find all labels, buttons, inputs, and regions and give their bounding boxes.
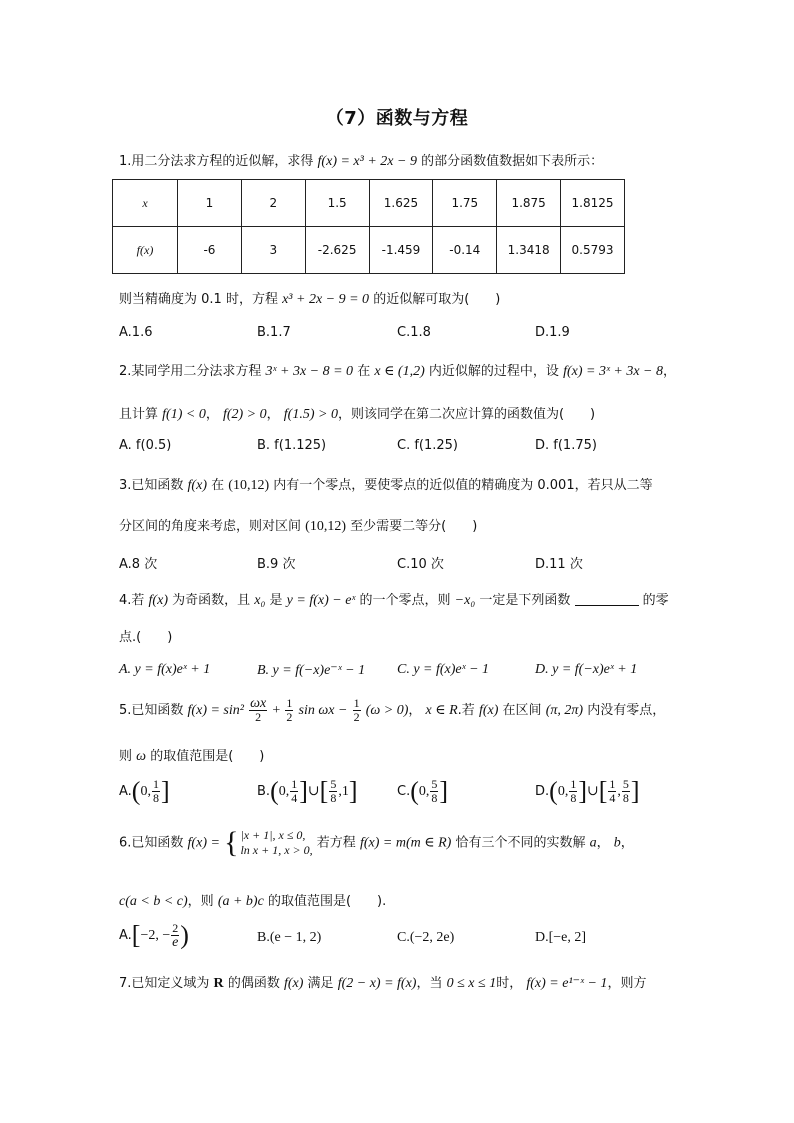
table-row (113, 227, 625, 274)
question-2-stem-cont: 且计算 f(1) < 0， f(2) > 0， f(1.5) > 0，则该同学在第二次应计算的函数值为( ) (119, 407, 596, 422)
option-a[interactable]: A.8 次 (119, 557, 158, 572)
fraction: $\frac{1}{2}$ (353, 696, 360, 724)
option-a[interactable]: A.(0, $\frac{1}{8}$ ] (119, 776, 170, 806)
answer-blank[interactable] (575, 593, 639, 606)
question-1-ask: 则当精确度为 0.1 时，方程 x³ + 2x − 9 = 0 的近似解可取为( ) (119, 292, 501, 307)
option-a[interactable]: A. f(0.5) (119, 438, 172, 453)
table-cell: 1.875 (497, 180, 561, 227)
table-cell: 0.5793 (561, 227, 625, 274)
option-c[interactable]: C. f(1.25) (397, 438, 459, 453)
option-d[interactable]: D.11 次 (535, 557, 583, 572)
question-3-stem-cont: 分区间的角度来考虑，则对区间 (10,12) 至少需要二等分( ) (119, 519, 478, 534)
option-d[interactable]: D. y = f(−x)eˣ + 1 (535, 662, 638, 677)
table-cell: -2.625 (305, 227, 369, 274)
table-row (113, 180, 625, 227)
question-7-stem: 7.已知定义域为 R 的偶函数 f(x) 满足 f(2 − x) = f(x)，当 0 ≤ x ≤ 1时， f(x) = e¹⁻ˣ − 1，则方 (119, 976, 647, 991)
option-d[interactable]: D.1.9 (535, 325, 570, 340)
question-1-stem: 1.用二分法求方程的近似解，求得 f(x) = x³ + 2x − 9 的部分函数值数据如下表所示： (119, 154, 604, 169)
option-b[interactable]: B.(e − 1, 2) (257, 930, 322, 945)
question-1-options (119, 325, 679, 347)
fraction: $\frac{\omega x}{2}$ (250, 696, 267, 724)
fraction: $\frac{1}{2}$ (286, 696, 293, 724)
option-a[interactable]: A.1.6 (119, 325, 153, 340)
question-3-stem: 3.已知函数 f(x) 在 (10,12) 内有一个零点，要使零点的近似值的精确度为 0.001，若只从二等 (119, 478, 653, 493)
option-a[interactable]: A. y = f(x)eˣ + 1 (119, 662, 211, 677)
question-5-options (119, 778, 679, 814)
question-5-stem-cont: 则 ω 的取值范围是( ) (119, 749, 265, 764)
table-cell: 2 (241, 180, 305, 227)
option-b[interactable]: B. y = f(−x)e⁻ˣ − 1 (257, 663, 366, 678)
question-6-options (119, 922, 679, 958)
question-2-stem: 2.某同学用二分法求方程 3ˣ + 3x − 8 = 0 在 x ∈ (1,2) 内近似解的过程中，设 f(x) = 3ˣ + 3x − 8， (119, 364, 677, 379)
option-b[interactable]: B.1.7 (257, 325, 291, 340)
page-title: （7）函数与方程 (325, 108, 469, 129)
value-table (112, 179, 625, 274)
question-6-stem-cont: c(a < b < c)，则 (a + b)c 的取值范围是( ). (119, 894, 387, 909)
option-c[interactable]: C.10 次 (397, 557, 444, 572)
table-cell: -0.14 (433, 227, 497, 274)
option-a[interactable]: A.[−2, − $\frac{2}{e}$ ) (119, 920, 189, 950)
table-cell: 1.625 (369, 180, 433, 227)
table-header-cell: f(x) (113, 227, 178, 274)
option-c[interactable]: C.(0, $\frac{5}{8}$ ] (397, 776, 449, 806)
table-header-cell: x (113, 180, 178, 227)
table-cell: 1.8125 (561, 180, 625, 227)
option-c[interactable]: C. y = f(x)eˣ − 1 (397, 662, 490, 677)
question-4-options (119, 662, 679, 684)
question-4-stem: 4.若 f(x) 为奇函数，且 x₀ 是 y = f(x) − eˣ 的一个零点，则 −x₀ 一定是下列函数 的零 (119, 593, 669, 608)
table-cell: 1.5 (305, 180, 369, 227)
question-4-stem-cont: 点.( ) (119, 630, 173, 645)
table-cell: -6 (178, 227, 242, 274)
option-c[interactable]: C.(−2, 2e) (397, 930, 455, 945)
option-d[interactable]: D.[−e, 2] (535, 930, 587, 945)
option-d[interactable]: D. f(1.75) (535, 438, 597, 453)
question-6-stem: 6.已知函数 f(x) = { |x + 1|, x ≤ 0, ln x + 1, x > 0, 若方程 f(x) = m(m ∈ R) 恰有三个不同的实数解 a， b， (119, 826, 634, 859)
question-3-options (119, 553, 679, 575)
table-cell: 1.3418 (497, 227, 561, 274)
piecewise-function: { |x + 1|, x ≤ 0, ln x + 1, x > 0, (224, 826, 313, 859)
option-c[interactable]: C.1.8 (397, 325, 431, 340)
option-b[interactable]: B. f(1.125) (257, 438, 327, 453)
table-cell: 1 (178, 180, 242, 227)
option-b[interactable]: B.(0, $\frac{1}{4}$ ]∪[ $\frac{5}{8}$ ,1] (257, 776, 358, 806)
option-d[interactable]: D.(0, $\frac{1}{8}$ ]∪[ $\frac{1}{4}$ , $\frac{5}{8}$ ] (535, 776, 640, 806)
question-2-options (119, 438, 679, 460)
option-b[interactable]: B.9 次 (257, 557, 296, 572)
question-5-stem: 5.已知函数 f(x) = sin² $\frac{\omega x}{2}$ + $\frac{1}{2}$ sin ωx − $\frac{1}{2}$ (ω > 0)， x ∈ R.若 f(x) 在区间 (π, 2π) 内没有零点， (119, 696, 666, 724)
table-cell: 1.75 (433, 180, 497, 227)
table-cell: 3 (241, 227, 305, 274)
table-cell: -1.459 (369, 227, 433, 274)
